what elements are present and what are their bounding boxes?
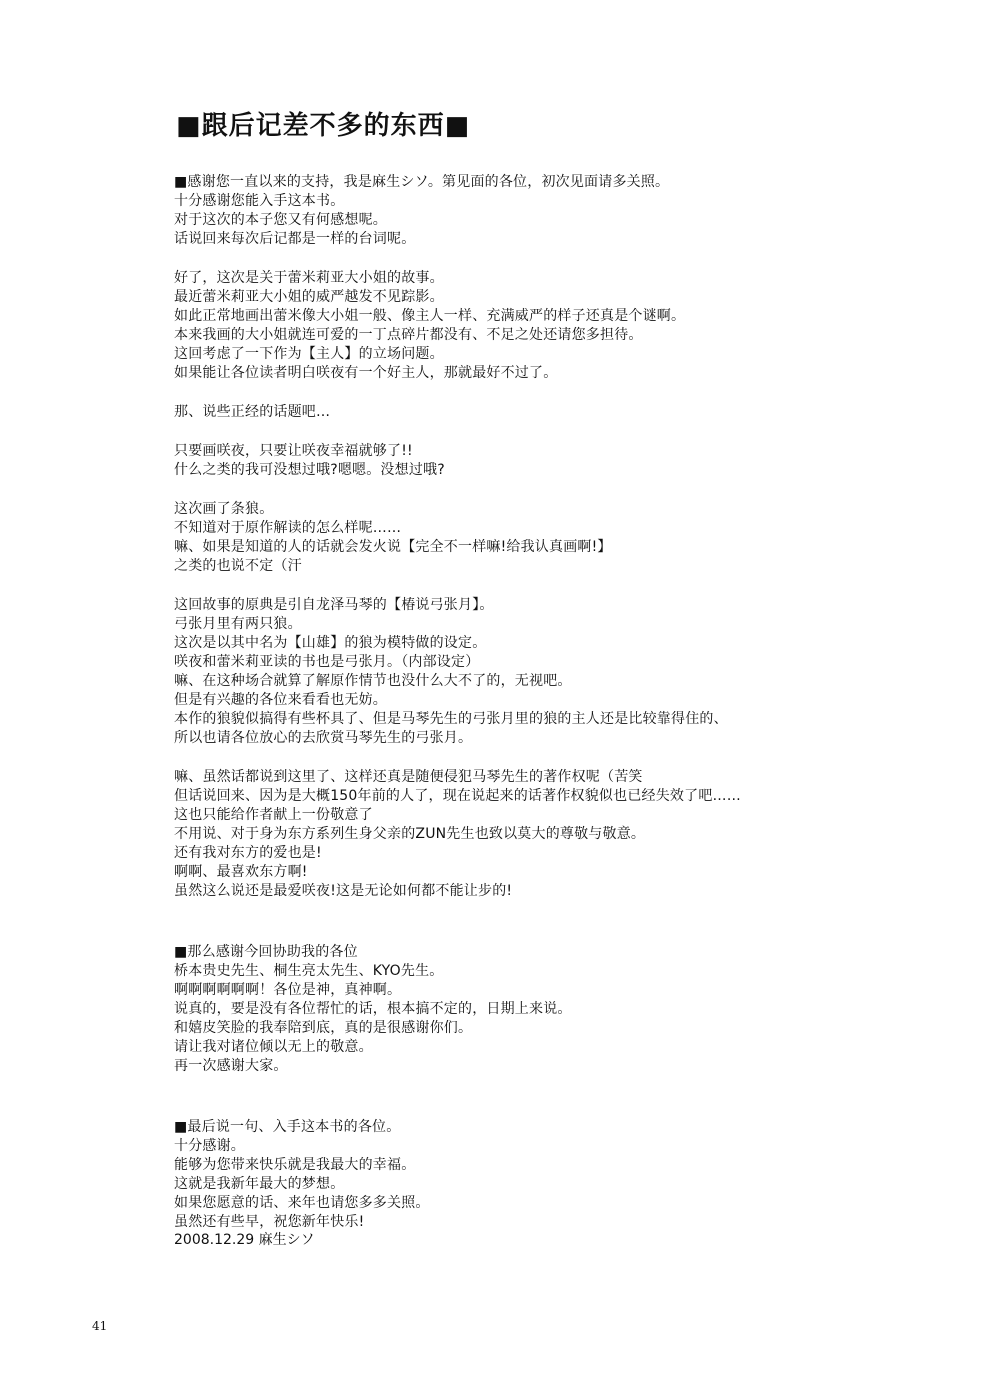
text-line: 最近蕾米莉亚大小姐的威严越发不见踪影。	[174, 289, 444, 305]
text-line: 本来我画的大小姐就连可爱的一丁点碎片都没有、不足之处还请您多担待。	[174, 327, 643, 343]
paragraph	[174, 1118, 964, 1232]
text-line: 本作的狼貌似搞得有些杯具了、但是马琴先生的弓张月里的狼的主人还是比较靠得住的、	[174, 711, 728, 727]
text-line: 好了，这次是关于蕾米莉亚大小姐的故事。	[174, 270, 444, 286]
text-line: ■最后说一句、入手这本书的各位。	[174, 1119, 401, 1135]
signature-line: 2008.12.29 麻生シソ	[174, 1232, 315, 1248]
text-line: 这就是我新年最大的梦想。	[174, 1176, 345, 1192]
text-line: 只要画咲夜，只要让咲夜幸福就够了!!	[174, 443, 413, 459]
paragraph	[174, 403, 964, 422]
text-line: 但话说回来、因为是大概150年前的人了，现在说起来的话著作权貌似也已经失效了吧……	[174, 788, 741, 804]
afterword-body	[174, 173, 964, 1252]
paragraph	[174, 500, 964, 576]
text-line: 虽然这么说还是最爱咲夜!这是无论如何都不能让步的!	[174, 883, 513, 899]
text-line: 桥本贵史先生、桐生亮太先生、KYO先生。	[174, 963, 444, 979]
text-line: 那、说些正经的话题吧…	[174, 404, 331, 420]
text-line: 如此正常地画出蕾米像大小姐一般、像主人一样、充满威严的样子还真是个谜啊。	[174, 308, 686, 324]
text-line: 什么之类的我可没想过哦?嗯嗯。没想过哦?	[174, 462, 445, 478]
text-line: 还有我对东方的爱也是!	[174, 845, 322, 861]
text-line: 之类的也说不定（汗	[174, 558, 302, 574]
text-line: ■感谢您一直以来的支持，我是麻生シソ。第见面的各位，初次见面请多关照。	[174, 174, 670, 190]
text-line: 话说回来每次后记都是一样的台词呢。	[174, 231, 416, 247]
text-line: 这回故事的原典是引自龙泽马琴的【椿说弓张月】。	[174, 597, 494, 613]
text-line: 请让我对诸位倾以无上的敬意。	[174, 1039, 373, 1055]
text-line: 十分感谢您能入手这本书。	[174, 193, 345, 209]
text-line: 啊啊、最喜欢东方啊!	[174, 864, 308, 880]
text-line: 但是有兴趣的各位来看看也无妨。	[174, 692, 387, 708]
text-line: 这次是以其中名为【山雄】的狼为模特做的设定。	[174, 635, 487, 651]
text-line: 和嬉皮笑脸的我奉陪到底，真的是很感谢你们。	[174, 1020, 473, 1036]
text-line: 这回考虑了一下作为【主人】的立场问题。	[174, 346, 444, 362]
text-line: 弓张月里有两只狼。	[174, 616, 302, 632]
paragraph	[174, 269, 964, 383]
text-line: 嘛、在这种场合就算了解原作情节也没什么大不了的，无视吧。	[174, 673, 572, 689]
text-line: 不知道对于原作解读的怎么样呢……	[174, 520, 402, 536]
text-line: 十分感谢。	[174, 1138, 245, 1154]
text-line: 再一次感谢大家。	[174, 1058, 288, 1074]
page-title: ■跟后记差不多的东西■	[176, 111, 471, 141]
text-line: 啊啊啊啊啊啊！各位是神，真神啊。	[174, 982, 402, 998]
text-line: 如果您愿意的话、来年也请您多多关照。	[174, 1195, 430, 1211]
page-number: 41	[92, 1319, 108, 1333]
text-line: 这次画了条狼。	[174, 501, 274, 517]
text-line: 咲夜和蕾米莉亚读的书也是弓张月。（内部设定）	[174, 654, 480, 670]
text-line: 不用说、对于身为东方系列生身父亲的ZUN先生也致以莫大的尊敬与敬意。	[174, 826, 646, 842]
text-line: 虽然还有些早，祝您新年快乐!	[174, 1214, 365, 1230]
text-line: ■那么感谢今回协助我的各位	[174, 944, 358, 960]
paragraph	[174, 442, 964, 480]
text-line: 说真的，要是没有各位帮忙的话，根本搞不定的，日期上来说。	[174, 1001, 572, 1017]
paragraph	[174, 768, 964, 901]
paragraph	[174, 173, 964, 249]
paragraph	[174, 943, 964, 1076]
text-line: 这也只能给作者献上一份敬意了	[174, 807, 373, 823]
text-line: 能够为您带来快乐就是我最大的幸福。	[174, 1157, 416, 1173]
text-line: 所以也请各位放心的去欣赏马琴先生的弓张月。	[174, 730, 473, 746]
text-line: 嘛、虽然话都说到这里了、这样还真是随便侵犯马琴先生的著作权呢（苦笑	[174, 769, 643, 785]
paragraph	[174, 596, 964, 748]
text-line: 对于这次的本子您又有何感想呢。	[174, 212, 387, 228]
text-line: 如果能让各位读者明白咲夜有一个好主人，那就最好不过了。	[174, 365, 558, 381]
text-line: 嘛、如果是知道的人的话就会发火说【完全不一样嘛!给我认真画啊!】	[174, 539, 612, 555]
